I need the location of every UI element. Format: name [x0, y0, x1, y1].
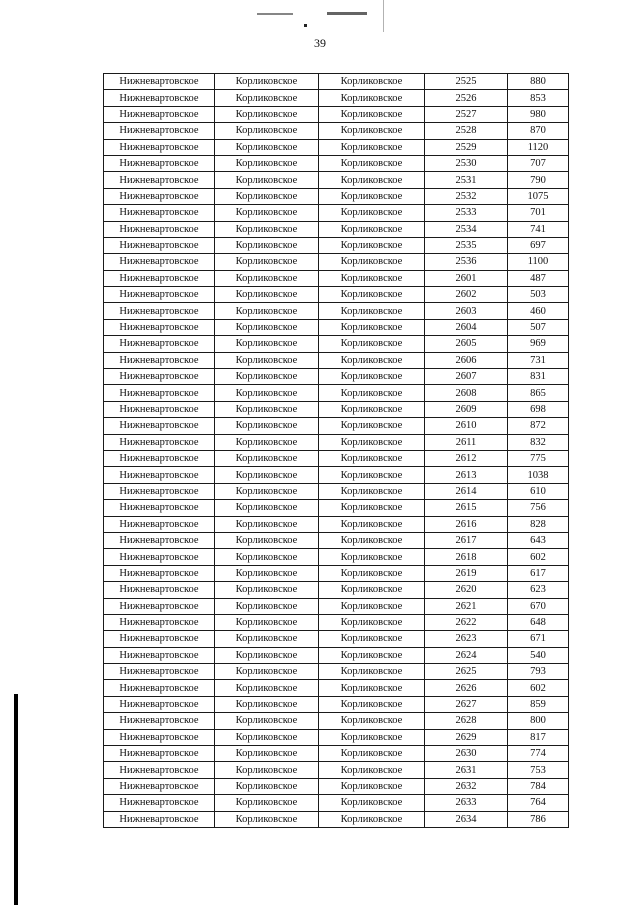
value-cell: 969: [508, 336, 569, 352]
value-cell: 784: [508, 778, 569, 794]
table-body: [104, 74, 569, 828]
well-number-cell: 2602: [425, 287, 508, 303]
field-cell: Корликовское: [215, 565, 319, 581]
well-number-cell: 2525: [425, 74, 508, 90]
value-cell: 775: [508, 450, 569, 466]
value-cell: 503: [508, 287, 569, 303]
table-row: [104, 401, 569, 417]
table-row: [104, 434, 569, 450]
value-cell: 1075: [508, 188, 569, 204]
field-cell: Корликовское: [215, 631, 319, 647]
field-cell: Корликовское: [215, 795, 319, 811]
field-cell: Корликовское: [215, 680, 319, 696]
well-number-cell: 2626: [425, 680, 508, 696]
field-cell: Корликовское: [215, 762, 319, 778]
license-area-cell: Корликовское: [319, 614, 425, 630]
license-area-cell: Корликовское: [319, 598, 425, 614]
license-area-cell: Корликовское: [319, 762, 425, 778]
field-cell: Корликовское: [215, 172, 319, 188]
table-row: [104, 336, 569, 352]
license-area-cell: Корликовское: [319, 500, 425, 516]
table-row: [104, 270, 569, 286]
value-cell: 870: [508, 123, 569, 139]
field-cell: Корликовское: [215, 434, 319, 450]
well-number-cell: 2612: [425, 450, 508, 466]
district-cell: Нижневартовское: [104, 500, 215, 516]
license-area-cell: Корликовское: [319, 90, 425, 106]
license-area-cell: Корликовское: [319, 450, 425, 466]
well-number-cell: 2603: [425, 303, 508, 319]
license-area-cell: Корликовское: [319, 434, 425, 450]
well-number-cell: 2613: [425, 467, 508, 483]
district-cell: Нижневартовское: [104, 811, 215, 827]
district-cell: Нижневартовское: [104, 123, 215, 139]
table-row: [104, 254, 569, 270]
well-number-cell: 2619: [425, 565, 508, 581]
value-cell: 648: [508, 614, 569, 630]
table-row: [104, 319, 569, 335]
page-number: 39: [314, 36, 326, 50]
district-cell: Нижневартовское: [104, 369, 215, 385]
field-cell: Корликовское: [215, 319, 319, 335]
well-number-cell: 2633: [425, 795, 508, 811]
value-cell: 610: [508, 483, 569, 499]
district-cell: Нижневартовское: [104, 696, 215, 712]
table-row: [104, 582, 569, 598]
license-area-cell: Корликовское: [319, 155, 425, 171]
license-area-cell: Корликовское: [319, 385, 425, 401]
field-cell: Корликовское: [215, 713, 319, 729]
value-cell: 507: [508, 319, 569, 335]
field-cell: Корликовское: [215, 221, 319, 237]
table-row: [104, 729, 569, 745]
scan-artifact-line: [383, 0, 384, 32]
license-area-cell: Корликовское: [319, 696, 425, 712]
district-cell: Нижневартовское: [104, 352, 215, 368]
well-number-cell: 2629: [425, 729, 508, 745]
value-cell: 831: [508, 369, 569, 385]
table-row: [104, 188, 569, 204]
value-cell: 697: [508, 237, 569, 253]
license-area-cell: Корликовское: [319, 532, 425, 548]
table-row: [104, 139, 569, 155]
license-area-cell: Корликовское: [319, 778, 425, 794]
district-cell: Нижневартовское: [104, 532, 215, 548]
well-number-cell: 2604: [425, 319, 508, 335]
value-cell: 853: [508, 90, 569, 106]
table-row: [104, 106, 569, 122]
field-cell: Корликовское: [215, 205, 319, 221]
table-row: [104, 778, 569, 794]
well-number-cell: 2536: [425, 254, 508, 270]
field-cell: Корликовское: [215, 729, 319, 745]
table-row: [104, 237, 569, 253]
table-row: [104, 74, 569, 90]
well-number-cell: 2607: [425, 369, 508, 385]
table-row: [104, 369, 569, 385]
table-row: [104, 746, 569, 762]
license-area-cell: Корликовское: [319, 418, 425, 434]
district-cell: Нижневартовское: [104, 680, 215, 696]
table-row: [104, 287, 569, 303]
field-cell: Корликовское: [215, 287, 319, 303]
well-number-cell: 2531: [425, 172, 508, 188]
license-area-cell: Корликовское: [319, 352, 425, 368]
table-row: [104, 664, 569, 680]
table-row: [104, 565, 569, 581]
field-cell: Корликовское: [215, 811, 319, 827]
field-cell: Корликовское: [215, 418, 319, 434]
well-number-cell: 2608: [425, 385, 508, 401]
license-area-cell: Корликовское: [319, 369, 425, 385]
license-area-cell: Корликовское: [319, 221, 425, 237]
well-number-cell: 2609: [425, 401, 508, 417]
table-row: [104, 516, 569, 532]
field-cell: Корликовское: [215, 188, 319, 204]
table-row: [104, 483, 569, 499]
license-area-cell: Корликовское: [319, 746, 425, 762]
field-cell: Корликовское: [215, 336, 319, 352]
value-cell: 1100: [508, 254, 569, 270]
table-row: [104, 713, 569, 729]
table-row: [104, 549, 569, 565]
table-row: [104, 450, 569, 466]
well-number-cell: 2615: [425, 500, 508, 516]
field-cell: Корликовское: [215, 500, 319, 516]
table-row: [104, 467, 569, 483]
value-cell: 701: [508, 205, 569, 221]
district-cell: Нижневартовское: [104, 434, 215, 450]
license-area-cell: Корликовское: [319, 205, 425, 221]
value-cell: 764: [508, 795, 569, 811]
district-cell: Нижневартовское: [104, 401, 215, 417]
field-cell: Корликовское: [215, 90, 319, 106]
value-cell: 800: [508, 713, 569, 729]
value-cell: 786: [508, 811, 569, 827]
value-cell: 880: [508, 74, 569, 90]
license-area-cell: Корликовское: [319, 516, 425, 532]
table-row: [104, 680, 569, 696]
well-number-cell: 2628: [425, 713, 508, 729]
district-cell: Нижневартовское: [104, 778, 215, 794]
district-cell: Нижневартовское: [104, 450, 215, 466]
value-cell: 980: [508, 106, 569, 122]
field-cell: Корликовское: [215, 401, 319, 417]
value-cell: 832: [508, 434, 569, 450]
district-cell: Нижневартовское: [104, 565, 215, 581]
field-cell: Корликовское: [215, 614, 319, 630]
field-cell: Корликовское: [215, 123, 319, 139]
table-row: [104, 90, 569, 106]
value-cell: 460: [508, 303, 569, 319]
well-table: [103, 73, 569, 828]
field-cell: Корликовское: [215, 647, 319, 663]
field-cell: Корликовское: [215, 303, 319, 319]
license-area-cell: Корликовское: [319, 582, 425, 598]
table-row: [104, 598, 569, 614]
license-area-cell: Корликовское: [319, 680, 425, 696]
field-cell: Корликовское: [215, 778, 319, 794]
license-area-cell: Корликовское: [319, 647, 425, 663]
well-number-cell: 2625: [425, 664, 508, 680]
well-number-cell: 2622: [425, 614, 508, 630]
table-row: [104, 205, 569, 221]
well-number-cell: 2623: [425, 631, 508, 647]
district-cell: Нижневартовское: [104, 336, 215, 352]
district-cell: Нижневартовское: [104, 614, 215, 630]
table-row: [104, 123, 569, 139]
scan-artifact-center: [327, 12, 367, 15]
field-cell: Корликовское: [215, 483, 319, 499]
value-cell: 828: [508, 516, 569, 532]
license-area-cell: Корликовское: [319, 287, 425, 303]
field-cell: Корликовское: [215, 467, 319, 483]
table-row: [104, 303, 569, 319]
table-row: [104, 221, 569, 237]
well-number-cell: 2617: [425, 532, 508, 548]
value-cell: 731: [508, 352, 569, 368]
license-area-cell: Корликовское: [319, 401, 425, 417]
license-area-cell: Корликовское: [319, 106, 425, 122]
district-cell: Нижневартовское: [104, 270, 215, 286]
value-cell: 698: [508, 401, 569, 417]
license-area-cell: Корликовское: [319, 811, 425, 827]
field-cell: Корликовское: [215, 106, 319, 122]
district-cell: Нижневартовское: [104, 647, 215, 663]
value-cell: 617: [508, 565, 569, 581]
well-number-cell: 2620: [425, 582, 508, 598]
value-cell: 707: [508, 155, 569, 171]
license-area-cell: Корликовское: [319, 549, 425, 565]
license-area-cell: Корликовское: [319, 631, 425, 647]
district-cell: Нижневартовское: [104, 221, 215, 237]
field-cell: Корликовское: [215, 598, 319, 614]
field-cell: Корликовское: [215, 139, 319, 155]
value-cell: 865: [508, 385, 569, 401]
field-cell: Корликовское: [215, 696, 319, 712]
field-cell: Корликовское: [215, 516, 319, 532]
table-row: [104, 795, 569, 811]
well-number-cell: 2611: [425, 434, 508, 450]
table-row: [104, 385, 569, 401]
field-cell: Корликовское: [215, 254, 319, 270]
field-cell: Корликовское: [215, 237, 319, 253]
well-number-cell: 2527: [425, 106, 508, 122]
license-area-cell: Корликовское: [319, 467, 425, 483]
field-cell: Корликовское: [215, 582, 319, 598]
district-cell: Нижневартовское: [104, 188, 215, 204]
value-cell: 790: [508, 172, 569, 188]
value-cell: 756: [508, 500, 569, 516]
field-cell: Корликовское: [215, 352, 319, 368]
district-cell: Нижневартовское: [104, 713, 215, 729]
value-cell: 670: [508, 598, 569, 614]
district-cell: Нижневартовское: [104, 319, 215, 335]
value-cell: 753: [508, 762, 569, 778]
field-cell: Корликовское: [215, 74, 319, 90]
value-cell: 741: [508, 221, 569, 237]
district-cell: Нижневартовское: [104, 762, 215, 778]
district-cell: Нижневартовское: [104, 237, 215, 253]
table-row: [104, 631, 569, 647]
district-cell: Нижневартовское: [104, 795, 215, 811]
value-cell: 817: [508, 729, 569, 745]
value-cell: 1120: [508, 139, 569, 155]
well-number-cell: 2630: [425, 746, 508, 762]
well-number-cell: 2631: [425, 762, 508, 778]
well-number-cell: 2530: [425, 155, 508, 171]
district-cell: Нижневартовское: [104, 516, 215, 532]
well-number-cell: 2535: [425, 237, 508, 253]
license-area-cell: Корликовское: [319, 319, 425, 335]
value-cell: 793: [508, 664, 569, 680]
license-area-cell: Корликовское: [319, 123, 425, 139]
field-cell: Корликовское: [215, 270, 319, 286]
value-cell: 643: [508, 532, 569, 548]
well-number-cell: 2605: [425, 336, 508, 352]
scan-artifact-left: [257, 13, 293, 15]
well-number-cell: 2627: [425, 696, 508, 712]
well-number-cell: 2532: [425, 188, 508, 204]
table-row: [104, 614, 569, 630]
value-cell: 602: [508, 549, 569, 565]
well-number-cell: 2606: [425, 352, 508, 368]
table-row: [104, 696, 569, 712]
value-cell: 540: [508, 647, 569, 663]
table-row: [104, 172, 569, 188]
license-area-cell: Корликовское: [319, 270, 425, 286]
well-number-cell: 2528: [425, 123, 508, 139]
license-area-cell: Корликовское: [319, 483, 425, 499]
well-number-cell: 2533: [425, 205, 508, 221]
well-number-cell: 2616: [425, 516, 508, 532]
district-cell: Нижневартовское: [104, 303, 215, 319]
well-number-cell: 2601: [425, 270, 508, 286]
well-number-cell: 2624: [425, 647, 508, 663]
license-area-cell: Корликовское: [319, 172, 425, 188]
field-cell: Корликовское: [215, 450, 319, 466]
table-row: [104, 811, 569, 827]
value-cell: 487: [508, 270, 569, 286]
district-cell: Нижневартовское: [104, 106, 215, 122]
value-cell: 872: [508, 418, 569, 434]
district-cell: Нижневартовское: [104, 254, 215, 270]
district-cell: Нижневартовское: [104, 746, 215, 762]
scan-margin-bar: [14, 694, 18, 905]
district-cell: Нижневартовское: [104, 729, 215, 745]
district-cell: Нижневартовское: [104, 287, 215, 303]
license-area-cell: Корликовское: [319, 237, 425, 253]
license-area-cell: Корликовское: [319, 336, 425, 352]
field-cell: Корликовское: [215, 664, 319, 680]
district-cell: Нижневартовское: [104, 598, 215, 614]
license-area-cell: Корликовское: [319, 254, 425, 270]
table-row: [104, 418, 569, 434]
table-row: [104, 500, 569, 516]
table-row: [104, 532, 569, 548]
district-cell: Нижневартовское: [104, 582, 215, 598]
value-cell: 1038: [508, 467, 569, 483]
table-row: [104, 155, 569, 171]
license-area-cell: Корликовское: [319, 188, 425, 204]
well-number-cell: 2534: [425, 221, 508, 237]
field-cell: Корликовское: [215, 155, 319, 171]
value-cell: 859: [508, 696, 569, 712]
license-area-cell: Корликовское: [319, 713, 425, 729]
well-number-cell: 2610: [425, 418, 508, 434]
well-number-cell: 2634: [425, 811, 508, 827]
field-cell: Корликовское: [215, 532, 319, 548]
district-cell: Нижневартовское: [104, 631, 215, 647]
value-cell: 671: [508, 631, 569, 647]
district-cell: Нижневартовское: [104, 172, 215, 188]
district-cell: Нижневартовское: [104, 418, 215, 434]
table-row: [104, 647, 569, 663]
license-area-cell: Корликовское: [319, 664, 425, 680]
district-cell: Нижневартовское: [104, 74, 215, 90]
well-number-cell: 2621: [425, 598, 508, 614]
well-number-cell: 2618: [425, 549, 508, 565]
value-cell: 774: [508, 746, 569, 762]
district-cell: Нижневартовское: [104, 549, 215, 565]
district-cell: Нижневартовское: [104, 139, 215, 155]
well-number-cell: 2529: [425, 139, 508, 155]
table-row: [104, 762, 569, 778]
license-area-cell: Корликовское: [319, 729, 425, 745]
well-number-cell: 2614: [425, 483, 508, 499]
field-cell: Корликовское: [215, 369, 319, 385]
license-area-cell: Корликовское: [319, 139, 425, 155]
field-cell: Корликовское: [215, 549, 319, 565]
district-cell: Нижневартовское: [104, 90, 215, 106]
scan-artifact-dot: [304, 24, 307, 27]
district-cell: Нижневартовское: [104, 385, 215, 401]
license-area-cell: Корликовское: [319, 74, 425, 90]
field-cell: Корликовское: [215, 746, 319, 762]
district-cell: Нижневартовское: [104, 664, 215, 680]
value-cell: 602: [508, 680, 569, 696]
well-number-cell: 2526: [425, 90, 508, 106]
well-number-cell: 2632: [425, 778, 508, 794]
license-area-cell: Корликовское: [319, 303, 425, 319]
district-cell: Нижневартовское: [104, 483, 215, 499]
district-cell: Нижневартовское: [104, 467, 215, 483]
field-cell: Корликовское: [215, 385, 319, 401]
table-row: [104, 352, 569, 368]
district-cell: Нижневартовское: [104, 155, 215, 171]
license-area-cell: Корликовское: [319, 795, 425, 811]
license-area-cell: Корликовское: [319, 565, 425, 581]
district-cell: Нижневартовское: [104, 205, 215, 221]
value-cell: 623: [508, 582, 569, 598]
